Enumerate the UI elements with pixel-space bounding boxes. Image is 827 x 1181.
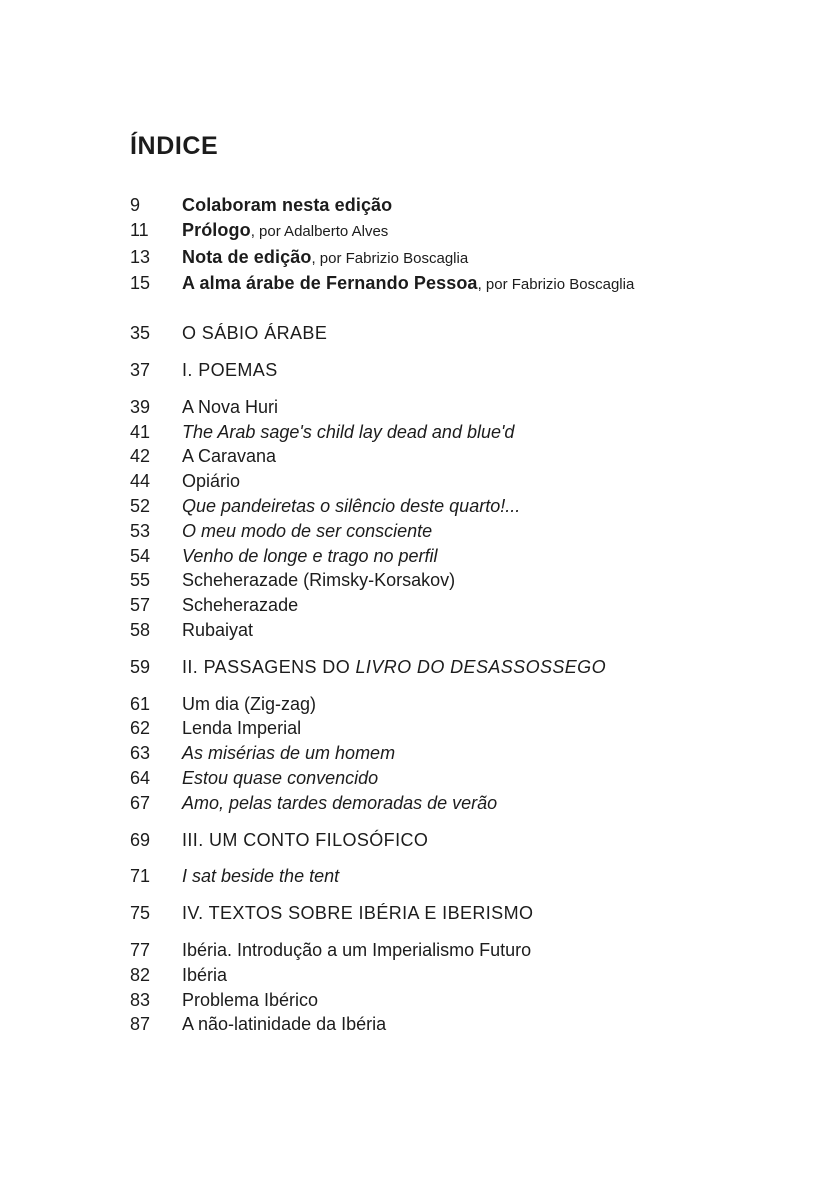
entry-title: Scheherazade (Rimsky-Korsakov) xyxy=(182,570,456,591)
page-number: 55 xyxy=(130,570,151,591)
entry-text xyxy=(182,544,438,569)
page-number: 13 xyxy=(130,246,151,267)
toc-group xyxy=(130,938,767,1037)
entry-title: I. POEMAS xyxy=(182,359,278,380)
toc-row xyxy=(130,469,767,494)
entry-title: Ibéria xyxy=(182,964,228,985)
toc-row xyxy=(130,988,767,1013)
entry-title: III. UM CONTO FILOSÓFICO xyxy=(182,829,429,850)
entry-title: O meu modo de ser consciente xyxy=(182,520,433,541)
entry-title: A Nova Huri xyxy=(182,396,279,417)
toc-group xyxy=(130,692,767,816)
entry-text xyxy=(182,741,395,766)
entry-title: Colaboram nesta edição xyxy=(182,195,393,215)
entry-text xyxy=(182,568,455,593)
entry-text xyxy=(182,218,388,245)
entry-text xyxy=(182,193,392,218)
entry-text xyxy=(182,420,514,445)
page-number: 37 xyxy=(130,359,151,380)
entry-title: Scheherazade xyxy=(182,595,299,616)
entry-text xyxy=(182,791,497,816)
toc-row xyxy=(130,544,767,569)
page-number: 58 xyxy=(130,619,151,640)
toc-row xyxy=(130,901,767,926)
entry-title: A não-latinidade da Ibéria xyxy=(182,1014,387,1035)
toc-row xyxy=(130,716,767,741)
entry-text xyxy=(182,321,327,346)
entry-text xyxy=(182,395,278,420)
toc-row xyxy=(130,766,767,791)
entry-text xyxy=(182,618,253,643)
toc-row xyxy=(130,1012,767,1037)
toc-group xyxy=(130,828,767,853)
page-number: 75 xyxy=(130,903,151,924)
entry-text xyxy=(182,828,428,853)
entry-title: The Arab sage's child lay dead and blue'd xyxy=(182,421,515,442)
entry-text xyxy=(182,692,316,717)
entry-text xyxy=(182,988,318,1013)
toc-row xyxy=(130,568,767,593)
page-number: 67 xyxy=(130,792,151,813)
page-number: 87 xyxy=(130,1014,151,1035)
entry-text xyxy=(182,444,276,469)
page-number: 44 xyxy=(130,471,151,492)
entry-text xyxy=(182,963,227,988)
entry-title: IV. TEXTOS SOBRE IBÉRIA E IBERISMO xyxy=(182,903,534,924)
entry-byline: , por Adalberto Alves xyxy=(250,222,389,240)
page-number: 52 xyxy=(130,495,151,516)
page-number: 53 xyxy=(130,520,151,541)
entry-title: A alma árabe de Fernando Pessoa xyxy=(182,273,478,294)
toc-row xyxy=(130,938,767,963)
entry-title: Que pandeiretas o silêncio deste quarto!... xyxy=(182,495,521,516)
page-number: 9 xyxy=(130,195,141,215)
page-number: 71 xyxy=(130,866,151,887)
page-number: 63 xyxy=(130,743,151,764)
entry-text xyxy=(182,593,298,618)
entry-title: Ibéria. Introdução a um Imperialismo Futuro xyxy=(182,939,532,960)
entry-text xyxy=(182,1012,386,1037)
toc-row xyxy=(130,519,767,544)
toc-group xyxy=(130,358,767,383)
toc-group xyxy=(130,901,767,926)
entry-text xyxy=(182,716,301,741)
entry-title: II. PASSAGENS DO xyxy=(182,656,356,677)
entry-byline: , por Fabrizio Boscaglia xyxy=(477,276,635,294)
toc-group xyxy=(130,395,767,643)
entry-title: Opiário xyxy=(182,471,241,492)
page-number: 41 xyxy=(130,421,151,442)
page-number: 59 xyxy=(130,656,151,677)
entry-text xyxy=(182,766,378,791)
toc-row xyxy=(130,692,767,717)
entry-text xyxy=(182,655,606,680)
page-number: 82 xyxy=(130,964,151,985)
toc-row xyxy=(130,193,767,218)
entry-text xyxy=(182,245,468,272)
toc-row xyxy=(130,271,767,298)
toc-row xyxy=(130,420,767,445)
entry-title: Estou quase convencido xyxy=(182,767,379,788)
toc-row xyxy=(130,218,767,245)
entry-title: Venho de longe e trago no perfil xyxy=(182,545,438,566)
toc-row xyxy=(130,444,767,469)
toc-group xyxy=(130,193,767,298)
entry-text xyxy=(182,271,634,298)
entry-text xyxy=(182,494,520,519)
toc-row xyxy=(130,618,767,643)
entry-text xyxy=(182,519,432,544)
entry-title: Prólogo xyxy=(182,219,251,240)
toc-row xyxy=(130,828,767,853)
toc-row xyxy=(130,358,767,383)
entry-text xyxy=(182,358,278,383)
page-number: 83 xyxy=(130,989,151,1010)
entry-text xyxy=(182,864,339,889)
page-number: 69 xyxy=(130,829,151,850)
entry-text xyxy=(182,469,240,494)
toc-row xyxy=(130,593,767,618)
entry-text xyxy=(182,901,533,926)
entry-text xyxy=(182,938,531,963)
entry-title: Problema Ibérico xyxy=(182,989,319,1010)
page-number: 35 xyxy=(130,323,151,344)
page-number: 39 xyxy=(130,396,151,417)
toc-list xyxy=(130,193,767,1037)
entry-title: Amo, pelas tardes demoradas de verão xyxy=(182,792,498,813)
page-number: 61 xyxy=(130,693,151,714)
entry-byline: , por Fabrizio Boscaglia xyxy=(311,249,469,267)
page-number: 11 xyxy=(130,219,149,240)
entry-title: Rubaiyat xyxy=(182,619,254,640)
page-number: 54 xyxy=(130,545,151,566)
toc-row xyxy=(130,741,767,766)
toc-row xyxy=(130,963,767,988)
entry-title-italic: LIVRO DO DESASSOSSEGO xyxy=(355,656,606,677)
page-number: 62 xyxy=(130,718,151,739)
page-number: 15 xyxy=(130,273,151,294)
toc-group xyxy=(130,655,767,680)
toc-row xyxy=(130,395,767,420)
entry-title: Um dia (Zig-zag) xyxy=(182,693,317,714)
toc-row xyxy=(130,791,767,816)
entry-title: O SÁBIO ÁRABE xyxy=(182,323,328,344)
page-number: 42 xyxy=(130,446,151,467)
toc-group xyxy=(130,864,767,889)
page-number: 57 xyxy=(130,595,151,616)
page-number: 64 xyxy=(130,767,151,788)
toc-row xyxy=(130,655,767,680)
entry-title: Nota de edição xyxy=(182,246,312,267)
toc-group xyxy=(130,321,767,346)
toc-row xyxy=(130,864,767,889)
toc-row xyxy=(130,245,767,272)
entry-title: A Caravana xyxy=(182,446,277,467)
toc-row xyxy=(130,321,767,346)
toc-row xyxy=(130,494,767,519)
entry-title: I sat beside the tent xyxy=(182,866,340,887)
page-number: 77 xyxy=(130,939,151,960)
entry-title: As misérias de um homem xyxy=(182,743,396,764)
entry-title: Lenda Imperial xyxy=(182,718,302,739)
page-title: ÍNDICE xyxy=(130,132,219,160)
